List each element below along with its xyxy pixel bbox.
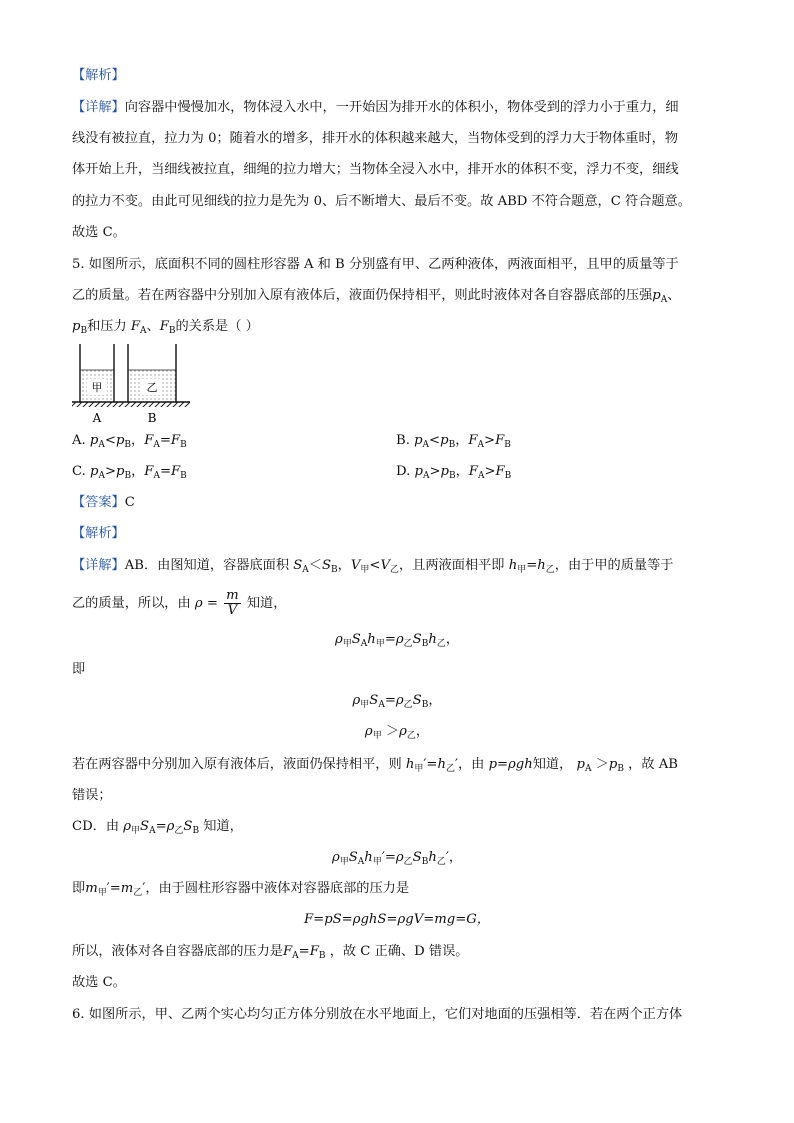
q5-stem-line-1: 5. 如图所示，底面积不同的圆柱形容器 A 和 B 分别盛有甲、乙两种液体，两液面相平，且甲的质量等于 — [72, 257, 679, 272]
prev-conclusion: 故选 C。 — [72, 225, 126, 240]
prev-detail-line-3: 体开始上升，当细线被拉直，细绳的拉力增大；当物体全浸入水中，排开水的体积不变，浮力不变，细线 — [72, 162, 679, 177]
container-a-label: A — [92, 411, 102, 425]
sol-ab-line-1: 【详解】AB．由图知道，容器底面积 $S_A<S_B$，$V_甲<V_乙$，且两液面相平即 $h_甲=h_乙$，由于甲的质量等于 — [72, 558, 674, 575]
sol-ab-line-2: 乙的质量，所以，由 ρ = $\frac{m}{V}$ 知道， — [72, 588, 287, 618]
prev-detail-line-4: 的拉力不变。由此可见细线的拉力是先为 0、后不断增大、最后不变。故 ABD 不符合题意，C 符合题意。 — [72, 194, 691, 209]
q5-stem-line-3: $p_B$和压力 $F_A$、$F_B$的关系是（ ） — [72, 319, 259, 336]
liquid-a-label: 甲 — [91, 381, 103, 394]
eq-force: F=pS=ρghS=ρgV=mg=G， — [304, 912, 490, 927]
container-b-label: B — [147, 411, 157, 425]
sol-cd-ji: 即$m_甲'=m_乙'$，由于圆柱形容器中液体对容器底部的压力是 — [72, 881, 410, 898]
prev-detail-line-2: 线没有被拉直，拉力为 0；随着水的增多，排开水的体积越来越大，当物体受到的浮力大于物体重时，物 — [72, 131, 679, 146]
eq-rho-compare: $\rho_甲 >\rho_乙$， — [364, 724, 430, 741]
sol-force-conclusion: 所以，液体对各自容器底部的压力是$F_A=F_B$ ，故 C 正确、D 错误。 — [72, 944, 469, 961]
sol-pick: 故选 C。 — [72, 975, 126, 990]
option-c: C. $p_A>p_B$，$F_A=F_B$ — [72, 464, 187, 481]
analysis-heading: 【解析】 — [72, 68, 125, 83]
option-b: B. $p_A<p_B$，$F_A>F_B$ — [396, 433, 511, 450]
sol-cd-line: CD．由 $\rho_甲S_A=\rho_乙S_B$ 知道， — [72, 819, 243, 836]
answer-line: 【答案】C — [72, 495, 135, 510]
eq-rho-s: $\rho_甲S_A=\rho_乙S_B$， — [352, 693, 442, 710]
q6-stem-line-1: 6. 如图所示，甲、乙两个实心均匀正方体分别放在水平地面上，它们对地面的压强相等．若在两个正方体 — [72, 1007, 683, 1022]
containers-figure — [70, 342, 200, 426]
liquid-b-label: 乙 — [146, 381, 158, 394]
sol-add-line: 若在两容器中分别加入原有液体后，液面仍保持相平，则 $h_甲'=h_乙'$，由 p=ρgh知道， $p_A >p_B$ ，故 AB — [72, 757, 678, 774]
ground — [72, 402, 190, 407]
analysis-heading-2: 【解析】 — [72, 526, 125, 541]
eq-mass-after: $\rho_甲S_Ah_甲'=\rho_乙S_Bh_乙'$， — [331, 850, 463, 867]
sol-ji: 即 — [72, 662, 86, 677]
option-a: A. $p_A<p_B$，$F_A=F_B$ — [72, 433, 187, 450]
eq-mass-equal: $\rho_甲S_Ah_甲=\rho_乙S_Bh_乙$， — [334, 632, 460, 649]
option-d: D. $p_A>p_B$，$F_A>F_B$ — [396, 464, 512, 481]
density-fraction: $\frac{m}{V}$ — [226, 588, 239, 618]
sol-wrong: 错误； — [72, 788, 112, 803]
q5-stem-line-2: 乙的质量。若在两容器中分别加入原有液体后，液面仍保持相平，则此时液体对各自容器底部的压强$p_A$、 — [72, 288, 681, 305]
prev-detail-line-1: 【详解】向容器中慢慢加水，物体浸入水中，一开始因为排开水的体积小，物体受到的浮力小于重力，细 — [72, 100, 679, 115]
